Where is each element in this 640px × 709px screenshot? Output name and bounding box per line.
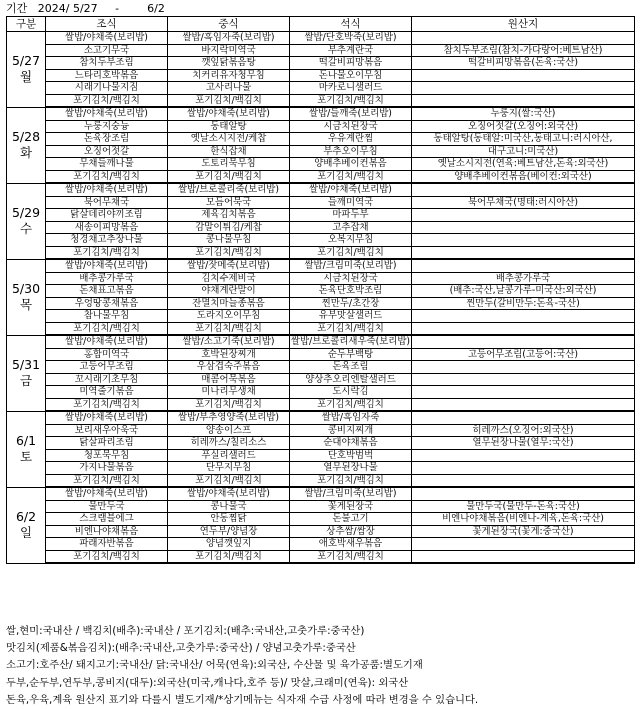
menu-row xyxy=(7,170,635,183)
origin-item: 북어무채국(명태:러시아산) xyxy=(412,196,635,209)
lunch-item: 양송이스프 xyxy=(168,424,290,437)
origin-item: (배추:국산,날콩가루-미국산:외국산) xyxy=(412,285,635,298)
dinner-item: 순대야채볶음 xyxy=(290,437,412,450)
menu-row xyxy=(7,209,635,222)
menu-row xyxy=(7,196,635,209)
breakfast-item: 닭살데리야끼조림 xyxy=(46,209,168,222)
menu-row xyxy=(7,107,635,120)
dinner-item: 포기김치/백김치 xyxy=(290,170,412,183)
day-label xyxy=(7,487,46,563)
menu-row xyxy=(7,335,635,348)
lunch-item: 안동찜닭 xyxy=(168,513,290,526)
header-gubun: 구분 xyxy=(7,17,46,32)
day-label xyxy=(7,183,46,259)
menu-row xyxy=(7,550,635,563)
dinner-item: 들깨미역국 xyxy=(290,196,412,209)
dinner-item: 시금치된장국 xyxy=(290,272,412,285)
lunch-item: 포기김치/백김치 xyxy=(168,398,290,411)
breakfast-item: 포기김치/백김치 xyxy=(46,322,168,335)
menu-row xyxy=(7,285,635,298)
dinner-item: 쌀밥/야채죽(보리밥) xyxy=(290,183,412,196)
origin-item: 배추콩가루국 xyxy=(412,272,635,285)
note-line: 두부,순두부,연두부,콩비지(대두):외국산(미국,캐나다,호주 등)/ 맛살,크래미(연육): 외국산 xyxy=(6,676,409,689)
menu-row xyxy=(7,94,635,107)
breakfast-item: 배추콩가루국 xyxy=(46,272,168,285)
breakfast-item: 돈육장조림 xyxy=(46,133,168,146)
dinner-item: 쌀밥/크림미죽(보리밥) xyxy=(290,487,412,500)
day-label xyxy=(7,259,46,335)
origin-item: 참치두부조림(참치-가다랑어:베트남산) xyxy=(412,44,635,57)
dinner-item: 돈불고기 xyxy=(290,513,412,526)
lunch-item: 양념깻잎지 xyxy=(168,538,290,551)
breakfast-item: 돈채표고볶음 xyxy=(46,285,168,298)
origin-item xyxy=(412,449,635,462)
menu-row xyxy=(7,69,635,82)
origin-item: 양배추베이컨볶음(베이컨:외국산) xyxy=(412,170,635,183)
menu-row xyxy=(7,424,635,437)
dinner-item: 우유계란찜 xyxy=(290,133,412,146)
menu-row xyxy=(7,221,635,234)
menu-row xyxy=(7,449,635,462)
note-line: 돈육,우육,계육 원산지 표기와 다를시 별도기재/*상기메뉴는 식자재 수급 사정에 따라 변경을 수 있습니다. xyxy=(6,693,479,706)
breakfast-item: 홍합미역국 xyxy=(46,348,168,361)
lunch-item: 제육김치볶음 xyxy=(168,209,290,222)
weekly-menu-table xyxy=(6,16,635,564)
origin-item xyxy=(412,335,635,348)
origin-item xyxy=(412,386,635,399)
lunch-item: 쌀밥/잣메죽(보리밥) xyxy=(168,259,290,272)
day-date: 5/31 xyxy=(11,357,41,372)
origin-item xyxy=(412,183,635,196)
origin-item xyxy=(412,487,635,500)
breakfast-item: 쌀밥/야채죽(보리밥) xyxy=(46,487,168,500)
breakfast-item: 쌀밥/야채죽(보리밥) xyxy=(46,335,168,348)
day-label xyxy=(7,32,46,108)
dinner-item: 쌀밥/흑임자죽 xyxy=(290,411,412,424)
breakfast-item: 참치두부조림 xyxy=(46,57,168,70)
lunch-item: 쌀밥/소고기죽(보리밥) xyxy=(168,335,290,348)
menu-body xyxy=(7,32,635,564)
dinner-item: 포기김치/백김치 xyxy=(290,246,412,259)
day-label xyxy=(7,411,46,487)
lunch-item: 야채계란말이 xyxy=(168,285,290,298)
origin-item xyxy=(412,361,635,374)
menu-row xyxy=(7,183,635,196)
menu-row xyxy=(7,272,635,285)
lunch-item: 포기김치/백김치 xyxy=(168,474,290,487)
menu-row xyxy=(7,234,635,247)
note-line: 소고기:호주산/ 돼지고기:국내산/ 닭:국내산/ 어묵(연육):외국산, 수산물 및 육가공품:별도기재 xyxy=(6,659,423,672)
breakfast-item: 시래기나물지짐 xyxy=(46,82,168,95)
lunch-item: 바지락미역국 xyxy=(168,44,290,57)
lunch-item: 연두부/양념장 xyxy=(168,525,290,538)
lunch-item: 포기김치/백김치 xyxy=(168,322,290,335)
breakfast-item: 포기김치/백김치 xyxy=(46,398,168,411)
header-lunch: 중식 xyxy=(168,17,290,32)
lunch-item: 포기김치/백김치 xyxy=(168,550,290,563)
lunch-item: 옛날소시지전/케찹 xyxy=(168,133,290,146)
dinner-item: 찐만두/초간장 xyxy=(290,297,412,310)
menu-row xyxy=(7,398,635,411)
dinner-item: 순두부백탕 xyxy=(290,348,412,361)
lunch-item: 잔멸치마늘종볶음 xyxy=(168,297,290,310)
breakfast-item: 미역줄기볶음 xyxy=(46,386,168,399)
breakfast-item: 닭살파리조림 xyxy=(46,437,168,450)
dinner-item: 도시락김 xyxy=(290,386,412,399)
breakfast-item: 오징어젓갈 xyxy=(46,145,168,158)
breakfast-item: 가지나물볶음 xyxy=(46,462,168,475)
origin-item: 꽃게된장국(꽃게:중국산) xyxy=(412,525,635,538)
menu-row xyxy=(7,120,635,133)
lunch-item: 도토리묵무침 xyxy=(168,158,290,171)
period-label: 기간 xyxy=(6,2,28,15)
menu-row xyxy=(7,474,635,487)
breakfast-item: 포기김치/백김치 xyxy=(46,474,168,487)
menu-row xyxy=(7,44,635,57)
note-line: 쌀,현미:국내산 / 백김치(배추):국내산 / 포기김치:(배추:국내산,고춧가루:중국산) xyxy=(6,625,365,637)
day-weekday: 금 xyxy=(19,373,33,388)
breakfast-item: 고등어무조림 xyxy=(46,361,168,374)
dinner-item: 양배추베이컨볶음 xyxy=(290,158,412,171)
dinner-item: 쌀밥/단호박죽(보리밥) xyxy=(290,32,412,45)
menu-row xyxy=(7,411,635,424)
lunch-item: 단무지무침 xyxy=(168,462,290,475)
dinner-item: 시금치된장국 xyxy=(290,120,412,133)
day-weekday: 수 xyxy=(19,221,33,236)
table-header-row xyxy=(7,17,635,32)
dinner-item: 상추쌈/쌈장 xyxy=(290,525,412,538)
breakfast-item: 쌀밥/야채죽(보리밥) xyxy=(46,259,168,272)
day-date: 6/1 xyxy=(15,433,37,448)
menu-row xyxy=(7,32,635,45)
menu-row xyxy=(7,500,635,513)
lunch-item: 콩나물무침 xyxy=(168,234,290,247)
day-weekday: 일 xyxy=(19,525,33,540)
breakfast-item: 북어무채국 xyxy=(46,196,168,209)
period-end: 6/2 xyxy=(147,2,165,15)
breakfast-item: 새송이피망볶음 xyxy=(46,221,168,234)
menu-row xyxy=(7,310,635,323)
dinner-item: 양상추오리엔탈샐러드 xyxy=(290,373,412,386)
origin-item xyxy=(412,221,635,234)
note-line: 맛김치(제품&볶음김치):(배추:국내산,고춧가루:중국산) / 양념고춧가루:중국산 xyxy=(6,642,356,655)
lunch-item: 쌀밥/야채죽(보리밥) xyxy=(168,107,290,120)
breakfast-item: 무채들깨나물 xyxy=(46,158,168,171)
origin-item: 물만두국(물만두-돈육:국산) xyxy=(412,500,635,513)
period-dash: - xyxy=(115,2,120,15)
lunch-item: 깻잎닭볶음탕 xyxy=(168,57,290,70)
dinner-item: 포기김치/백김치 xyxy=(290,322,412,335)
menu-row xyxy=(7,133,635,146)
origin-item xyxy=(412,550,635,563)
lunch-item: 푸실리샐러드 xyxy=(168,449,290,462)
breakfast-item: 우엉땅콩채볶음 xyxy=(46,297,168,310)
origin-item: 옛날소시지전(연육:베트남산,돈육:외국산) xyxy=(412,158,635,171)
dinner-item: 부추오이무침 xyxy=(290,145,412,158)
lunch-item: 도라지오이무침 xyxy=(168,310,290,323)
menu-row xyxy=(7,322,635,335)
day-date: 5/30 xyxy=(11,281,41,296)
dinner-item: 포기김치/백김치 xyxy=(290,474,412,487)
menu-row xyxy=(7,145,635,158)
menu-row xyxy=(7,462,635,475)
origin-item xyxy=(412,411,635,424)
dinner-item: 쌀밥/브로콜리새우죽(보리밥) xyxy=(290,336,411,347)
origin-item xyxy=(412,246,635,259)
lunch-item: 포기김치/백김치 xyxy=(168,246,290,259)
origin-item: 대구고니:미국산) xyxy=(412,145,635,158)
breakfast-item: 스크램블에그 xyxy=(46,513,168,526)
dinner-item: 돈육단호박조림 xyxy=(290,285,412,298)
breakfast-item: 쌀밥/야채죽(보리밥) xyxy=(46,411,168,424)
lunch-item: 쌀밥/브로콜리죽(보리밥) xyxy=(168,183,290,196)
menu-row xyxy=(7,525,635,538)
breakfast-item: 포기김치/백김치 xyxy=(46,170,168,183)
origin-item xyxy=(412,209,635,222)
breakfast-item: 물만두국 xyxy=(46,500,168,513)
lunch-item: 호박된장찌개 xyxy=(168,348,290,361)
menu-row xyxy=(7,57,635,70)
lunch-item: 포기김치/백김치 xyxy=(168,94,290,107)
dinner-item: 애호박새우볶음 xyxy=(290,538,412,551)
day-label xyxy=(7,335,46,411)
origin-item: 떡갈비피망볶음(돈육:국산) xyxy=(412,57,635,70)
breakfast-item: 청경채고추장나물 xyxy=(46,234,168,247)
lunch-item: 감말이튀김/케찹 xyxy=(168,221,290,234)
lunch-item: 포기김치/백김치 xyxy=(168,170,290,183)
breakfast-item: 청포묵무침 xyxy=(46,449,168,462)
origin-item: 열무된장나물(열무:국산) xyxy=(412,437,635,450)
breakfast-item: 보리새우아욱국 xyxy=(46,424,168,437)
breakfast-item: 쌀밥/야채죽(보리밥) xyxy=(46,107,168,120)
header-origin: 원산지 xyxy=(412,17,635,32)
dinner-item: 돈육조림 xyxy=(290,361,412,374)
day-date: 5/29 xyxy=(11,205,41,220)
dinner-item: 고추잡채 xyxy=(290,221,412,234)
lunch-item: 쌀밥/부추영양죽(보리밥) xyxy=(168,411,290,424)
period-start: 2024/ 5/27 xyxy=(37,2,98,15)
lunch-item: 히레까스/칠리소스 xyxy=(168,437,290,450)
lunch-item: 고사리나물 xyxy=(168,82,290,95)
menu-row xyxy=(7,513,635,526)
dinner-item: 쌀밥/들깨죽(보리밥) xyxy=(290,107,412,120)
lunch-item: 미나리무생채 xyxy=(168,386,290,399)
breakfast-item: 포기김치/백김치 xyxy=(46,246,168,259)
dinner-item: 유부맛살샐러드 xyxy=(290,310,412,323)
origin-item xyxy=(412,94,635,107)
origin-item: 누룽지(쌀:국산) xyxy=(412,107,635,120)
dinner-item: 마파두부 xyxy=(290,209,412,222)
menu-row xyxy=(7,259,635,272)
dinner-item: 오복지무침 xyxy=(290,234,412,247)
breakfast-item: 누룽지숭늉 xyxy=(46,120,168,133)
origin-item xyxy=(412,310,635,323)
menu-row xyxy=(7,487,635,500)
lunch-item: 매콤어묵볶음 xyxy=(168,373,290,386)
menu-row xyxy=(7,297,635,310)
dinner-item: 포기김치/백김치 xyxy=(290,94,412,107)
origin-item: 비엔나야채볶음(비엔나-계육,돈육:국산) xyxy=(412,513,635,526)
dinner-item: 돈나물오이무침 xyxy=(290,69,412,82)
origin-item xyxy=(412,538,635,551)
day-label xyxy=(7,107,46,183)
dinner-item: 쌀밥/크림미죽(보리밥) xyxy=(290,259,412,272)
lunch-item: 김치수제비국 xyxy=(168,272,290,285)
breakfast-item: 꼬시래기초무침 xyxy=(46,373,168,386)
header-dinner: 석식 xyxy=(290,17,412,32)
origin-item xyxy=(412,234,635,247)
origin-item xyxy=(412,32,635,45)
lunch-item: 모듬어묵국 xyxy=(168,196,290,209)
origin-item: 고등어무조림(고등어:국산) xyxy=(412,348,635,361)
origin-item xyxy=(412,462,635,475)
lunch-item: 쌀밥/흑임자죽(보리밥) xyxy=(168,32,290,45)
breakfast-item: 쌀밥/야채죽(보리밥) xyxy=(46,32,168,45)
origin-item xyxy=(412,82,635,95)
dinner-item: 포기김치/백김치 xyxy=(290,398,412,411)
breakfast-item: 소고기무국 xyxy=(46,44,168,57)
origin-item xyxy=(412,398,635,411)
origin-item: 히레까스(오징어:외국산) xyxy=(412,424,635,437)
breakfast-item: 파래자반볶음 xyxy=(46,538,168,551)
dinner-item: 콩비지찌개 xyxy=(290,424,412,437)
origin-item: 오징어젓갈(오징어:외국산) xyxy=(412,120,635,133)
dinner-item: 단호박범벅 xyxy=(290,449,412,462)
origin-item xyxy=(412,373,635,386)
origin-item xyxy=(412,259,635,272)
menu-row xyxy=(7,158,635,171)
breakfast-item: 포기김치/백김치 xyxy=(46,94,168,107)
day-weekday: 토 xyxy=(19,449,33,464)
menu-row xyxy=(7,361,635,374)
menu-period xyxy=(6,2,165,16)
menu-row xyxy=(7,386,635,399)
breakfast-item: 참나물무침 xyxy=(46,310,168,323)
origin-item xyxy=(412,474,635,487)
origin-notes xyxy=(6,623,638,709)
menu-row xyxy=(7,538,635,551)
day-date: 5/27 xyxy=(11,53,41,69)
day-weekday: 월 xyxy=(19,69,33,85)
dinner-item: 열무된장나물 xyxy=(290,462,412,475)
lunch-item: 쌀밥/야채죽(보리밥) xyxy=(168,487,290,500)
dinner-item: 부추계란국 xyxy=(290,44,412,57)
dinner-item: 마카로니샐러드 xyxy=(290,82,412,95)
origin-item xyxy=(412,322,635,335)
day-weekday: 목 xyxy=(19,297,33,312)
dinner-item: 포기김치/백김치 xyxy=(290,550,412,563)
lunch-item: 치커리유자청무침 xyxy=(168,69,290,82)
lunch-item: 한식잡채 xyxy=(168,145,290,158)
breakfast-item: 느타리호박볶음 xyxy=(46,69,168,82)
menu-row xyxy=(7,373,635,386)
menu-row xyxy=(7,246,635,259)
origin-item xyxy=(412,69,635,82)
menu-row xyxy=(7,82,635,95)
origin-item: 찐만두(갈비만두:돈육-국산) xyxy=(412,297,635,310)
breakfast-item: 쌀밥/야채죽(보리밥) xyxy=(46,183,168,196)
header-breakfast: 조식 xyxy=(46,17,168,32)
day-date: 6/2 xyxy=(15,509,37,524)
lunch-item: 동태알탕 xyxy=(168,120,290,133)
dinner-item: 떡갈비피망볶음 xyxy=(290,57,412,70)
menu-row xyxy=(7,437,635,450)
day-date: 5/28 xyxy=(11,129,41,144)
day-weekday: 화 xyxy=(19,145,33,160)
origin-item: 동태알탕(동태알:미국산,동태고니:러시아산, xyxy=(412,133,635,146)
breakfast-item: 포기김치/백김치 xyxy=(46,550,168,563)
lunch-item: 우삼겹숙주볶음 xyxy=(168,361,290,374)
menu-row xyxy=(7,348,635,361)
breakfast-item: 비엔나야채볶음 xyxy=(46,525,168,538)
lunch-item: 콩나물국 xyxy=(168,500,290,513)
dinner-item: 꽃게된장국 xyxy=(290,500,412,513)
